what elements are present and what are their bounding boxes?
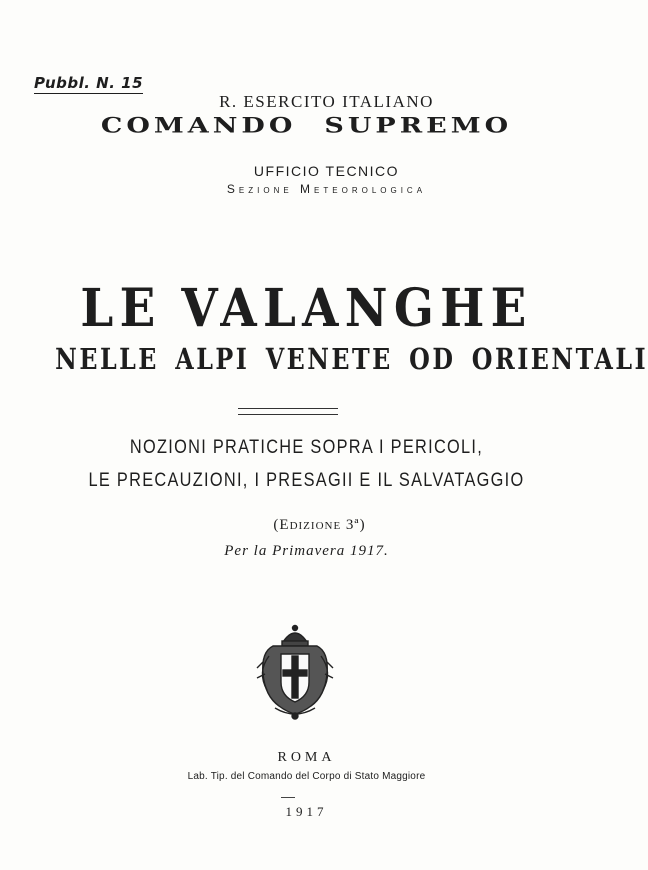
subtitle-word: ALPI — [175, 342, 250, 376]
main-title-word-1: LE — [80, 278, 162, 339]
subject-line-2: LE PRECAUZIONI, I PRESAGII E IL SALVATAGGIO — [88, 470, 525, 491]
imprint-year: 1917 — [285, 804, 328, 819]
subtitle-word: NELLE — [55, 342, 159, 376]
title-divider — [238, 408, 338, 415]
season-label: Per la Primavera 1917. — [224, 543, 389, 559]
main-title — [31, 278, 583, 339]
publication-number: Pubbl. N. 15 — [34, 74, 144, 92]
edition-label: (Edizione 3ª) — [273, 517, 366, 533]
imprint-printer: Lab. Tip. del Comando del Corpo di Stato Maggiore — [187, 771, 426, 782]
subject-line-1: NOZIONI PRATICHE SOPRA I PERICOLI, — [129, 437, 484, 458]
year-rule — [281, 797, 295, 798]
command-word-1: COMANDO — [100, 114, 297, 139]
main-title-word-2: VALANGHE — [181, 278, 533, 339]
section-heading: Sezione Meteorologica — [226, 182, 427, 196]
subtitle-word: ORIENTALI — [471, 342, 648, 376]
subtitle-word: VENETE — [265, 342, 393, 376]
savoy-coat-of-arms-icon — [255, 622, 335, 720]
command-heading — [0, 114, 613, 138]
command-word-2: SUPREMO — [324, 114, 513, 139]
subtitle-word: OD — [409, 342, 456, 376]
subtitle — [55, 342, 648, 376]
army-heading: R. ESERCITO ITALIANO — [219, 92, 434, 111]
office-heading: UFFICIO TECNICO — [253, 163, 400, 179]
imprint-city: ROMA — [277, 750, 336, 765]
